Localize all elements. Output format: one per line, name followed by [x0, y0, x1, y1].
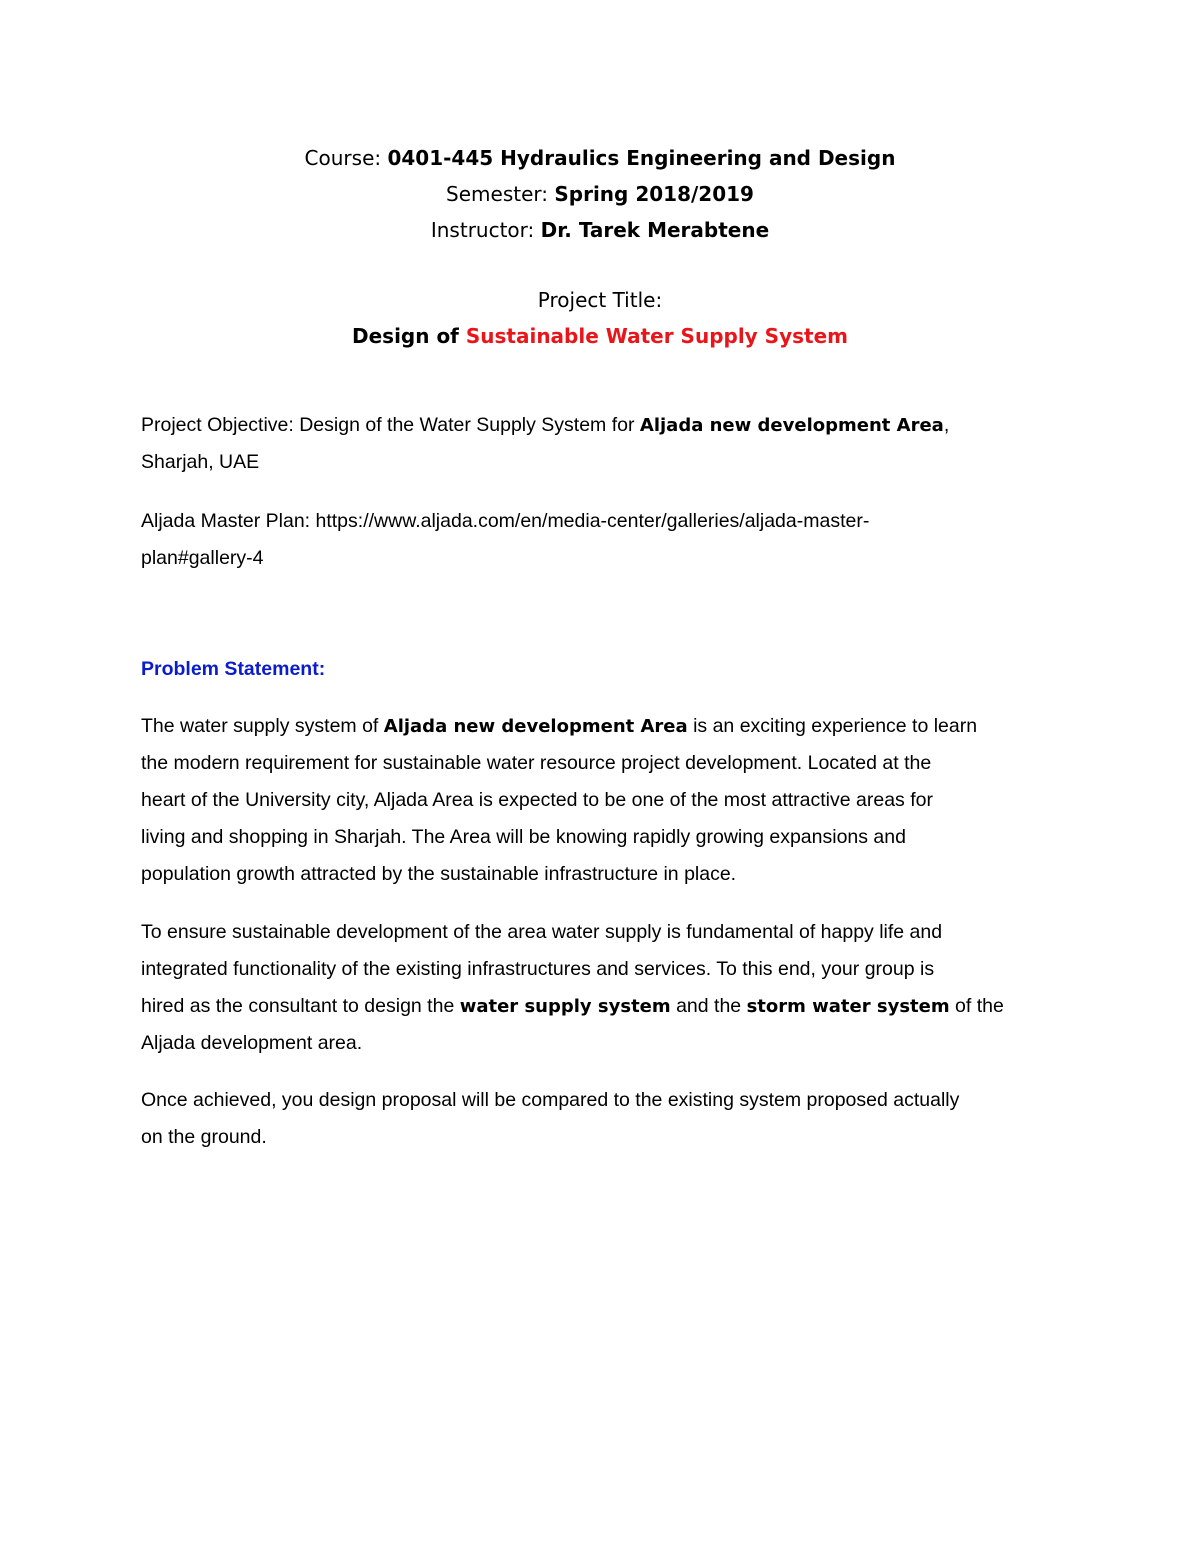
course-line — [0, 140, 1200, 176]
p1-prefix: The water supply system of — [141, 715, 384, 737]
objective-line-1 — [141, 407, 1061, 444]
semester-label: Semester: — [446, 182, 555, 206]
semester-value: Spring 2018/2019 — [554, 182, 754, 206]
problem-paragraph-2 — [141, 914, 1061, 1062]
master-plan-line-1: Aljada Master Plan: https://www.aljada.com/en/media-center/galleries/aljada-master- — [141, 510, 870, 532]
p2-line-2: integrated functionality of the existing infrastructures and services. To this end, your group is — [141, 958, 935, 980]
instructor-value: Dr. Tarek Merabtene — [540, 218, 770, 242]
master-plan — [141, 503, 1061, 577]
p3-line-2: on the ground. — [141, 1126, 267, 1148]
objective-line-2: Sharjah, UAE — [141, 451, 260, 473]
master-plan-line-2: plan#gallery-4 — [141, 547, 264, 569]
objective-prefix: Project Objective: Design of the Water Supply System for — [141, 414, 640, 436]
p3-line-1: Once achieved, you design proposal will be compared to the existing system proposed actually — [141, 1089, 960, 1111]
instructor-line — [0, 212, 1200, 248]
p2-prefix: hired as the consultant to design the — [141, 995, 460, 1017]
p1-line-2: the modern requirement for sustainable water resource project development. Located at the — [141, 752, 932, 774]
semester-line — [0, 176, 1200, 212]
p1-line-4: living and shopping in Sharjah. The Area will be knowing rapidly growing expansions and — [141, 826, 906, 848]
objective-suffix: , — [943, 414, 950, 436]
p2-line-4: Aljada development area. — [141, 1032, 363, 1054]
project-title-highlight: Sustainable Water Supply System — [465, 324, 848, 348]
p1-suffix: is an exciting experience to learn — [687, 715, 978, 737]
project-objective — [141, 407, 1061, 481]
problem-statement-heading: Problem Statement: — [141, 658, 326, 680]
problem-paragraph-3 — [141, 1082, 1061, 1156]
instructor-label: Instructor: — [430, 218, 541, 242]
p2-bold-storm-water: storm water system — [746, 996, 950, 1017]
p2-line-3 — [141, 988, 1061, 1025]
p2-suffix: of the — [949, 995, 1004, 1017]
p2-mid: and the — [670, 995, 747, 1017]
p1-line-1 — [141, 708, 1061, 745]
objective-bold: Aljada new development Area — [639, 415, 944, 436]
project-title — [0, 318, 1200, 354]
p2-bold-water-supply: water supply system — [459, 996, 671, 1017]
course-label: Course: — [304, 146, 388, 170]
p1-line-3: heart of the University city, Aljada Area is expected to be one of the most attractive areas for — [141, 789, 933, 811]
project-title-prefix: Design of — [352, 324, 466, 348]
project-title-block — [0, 282, 1200, 354]
course-value: 0401-445 Hydraulics Engineering and Design — [387, 146, 896, 170]
p2-line-1: To ensure sustainable development of the area water supply is fundamental of happy life and — [141, 921, 943, 943]
project-title-label: Project Title: — [537, 288, 663, 312]
p1-line-5: population growth attracted by the sustainable infrastructure in place. — [141, 863, 737, 885]
problem-paragraph-1 — [141, 708, 1061, 893]
p1-bold: Aljada new development Area — [383, 716, 688, 737]
course-header — [0, 140, 1200, 248]
